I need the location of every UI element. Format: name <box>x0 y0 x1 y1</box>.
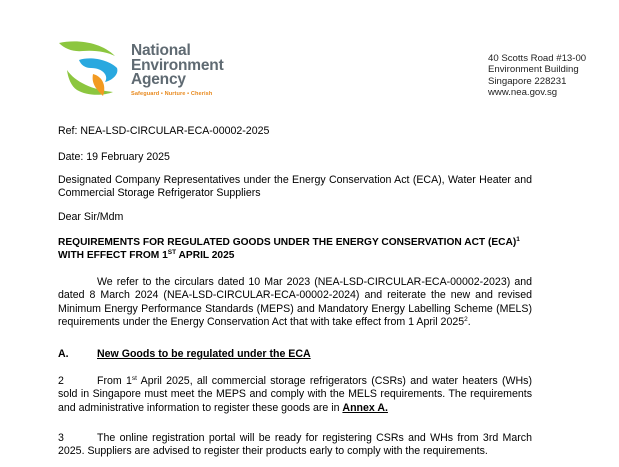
logo-line-agency: Agency <box>131 71 186 88</box>
paragraph-3 <box>58 432 532 459</box>
subject-footnote-1: 1 <box>516 236 520 243</box>
letter-date: Date: 19 February 2025 <box>58 151 170 163</box>
paragraph-2-text: April 2025, all commercial storage refrigerators (CSRs) and water heaters (WHs) sold in Singapore must meet the MEPS and comply with the MELS requirements. The requirements and administrative information to register these goods are in <box>58 375 532 414</box>
section-a-number: A. <box>58 348 69 360</box>
section-a-title: New Goods to be regulated under the ECA <box>97 348 311 360</box>
subject-part-2: WITH EFFECT FROM 1 <box>58 250 168 262</box>
subject-part-3: APRIL 2025 <box>176 250 235 262</box>
address-website: www.nea.gov.sg <box>488 86 558 98</box>
intro-end: . <box>467 316 471 329</box>
address-line-3: Singapore 228231 <box>488 75 567 87</box>
paragraph-2 <box>58 375 532 415</box>
paragraph-3-text: The online registration portal will be ready for registering CSRs and WHs from 3rd March 2025. Suppliers are advised to register their products early to comply with the requirements. <box>58 432 532 458</box>
address-line-2: Environment Building <box>488 64 579 76</box>
intro-text: We refer to the circulars dated 10 Mar 2023 (NEA-LSD-CIRCULAR-ECA-00002-2023) and dated 8 March 2024 (NEA-LSD-CIRCULAR-ECA-00002-2024) and reiterate the new and revised Minimum Energy Performance Standards (MEPS) and Mandatory Energy Labelling Scheme (MELS) requirements under the Energy Conservation Act that with take effect from 1 April 2025 <box>58 276 532 329</box>
logo-wordmark <box>131 44 224 98</box>
annex-a-link[interactable]: Annex A. <box>342 401 388 414</box>
paragraph-2-sup: st <box>131 375 137 382</box>
subject-heading <box>58 236 538 263</box>
logo-line-environment: Environment <box>131 56 224 74</box>
subject-part-1: REQUIREMENTS FOR REGULATED GOODS UNDER THE ENERGY CONSERVATION ACT (ECA) <box>58 237 517 248</box>
salutation: Dear Sir/Mdm <box>58 211 124 223</box>
paragraph-2-pre: From 1 <box>97 375 132 387</box>
sender-address <box>488 53 586 98</box>
logo-tagline: Safeguard • Nurture • Cherish <box>131 90 213 97</box>
paragraph-2-number: 2 <box>58 375 64 387</box>
logo-line-national: National <box>131 42 191 59</box>
reference-number: Ref: NEA-LSD-CIRCULAR-ECA-00002-2025 <box>58 125 270 137</box>
subject-sup-st: ST <box>167 249 177 257</box>
address-line-1: 40 Scotts Road #13-00 <box>488 53 587 64</box>
paragraph-3-number: 3 <box>58 432 64 444</box>
logo-green-swoosh-icon <box>59 41 115 56</box>
recipients: Designated Company Representatives under the Energy Conservation Act (ECA), Water Heater and Commercial Storage Refrigerator Suppliers <box>58 174 532 200</box>
intro-paragraph <box>58 276 532 330</box>
intro-footnote-2: 2 <box>464 316 468 324</box>
